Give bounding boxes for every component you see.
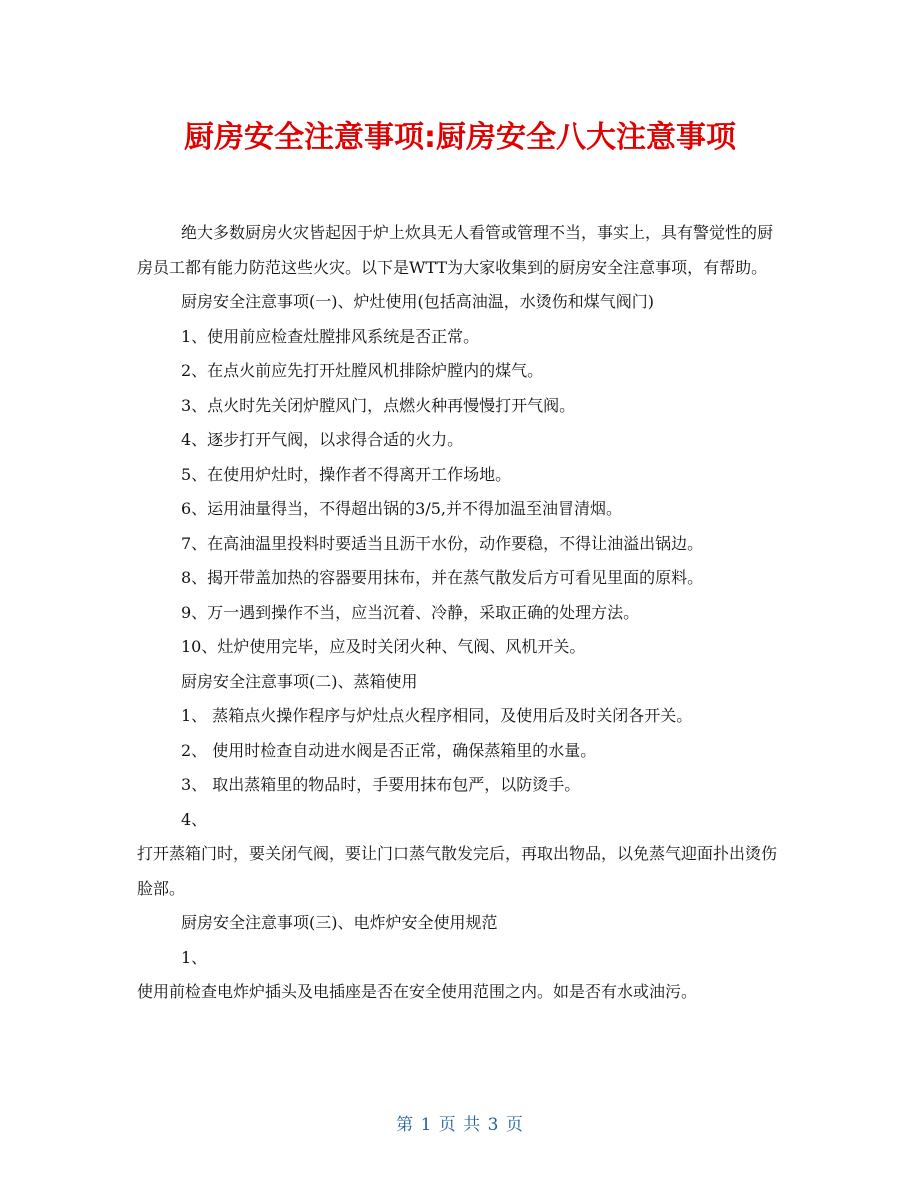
- list-item-text: 打开蒸箱门时，要关闭气阀，要让门口蒸气散发完后，再取出物品，以免蒸气迎面扑出烫伤脸部。: [137, 844, 778, 898]
- list-item-number: 1、: [181, 947, 208, 967]
- list-item: 1、 蒸箱点火操作程序与炉灶点火程序相同，及使用后及时关闭各开关。: [181, 706, 693, 725]
- list-item: 1、使用前应检查灶膛排风系统是否正常。: [181, 326, 480, 346]
- list-item-number: 4、: [181, 809, 208, 829]
- section-heading-2: 厨房安全注意事项(二)、蒸箱使用: [181, 671, 418, 691]
- list-item: 8、揭开带盖加热的容器要用抹布，并在蒸气散发后方可看见里面的原料。: [181, 568, 704, 587]
- list-item: 10、灶炉使用完毕，应及时关闭火种、气阀、风机开关。: [181, 637, 586, 656]
- list-item: 4、逐步打开气阀，以求得合适的火力。: [181, 430, 464, 449]
- document-title: 厨房安全注意事项:厨房安全八大注意事项: [184, 120, 736, 155]
- list-item: 2、 使用时检查自动进水阀是否正常，确保蒸箱里的水量。: [181, 740, 597, 760]
- section-heading-1: 厨房安全注意事项(一)、炉灶使用(包括高油温，水烫伤和煤气阀门): [181, 292, 654, 311]
- page-number-footer: 第 1 页 共 3 页: [396, 1115, 524, 1135]
- document-body: [137, 216, 787, 1010]
- list-item: 6、运用油量得当，不得超出锅的3/5,并不得加温至油冒清烟。: [181, 499, 623, 518]
- list-item: 9、万一遇到操作不当，应当沉着、冷静，采取正确的处理方法。: [181, 602, 640, 622]
- list-item: 2、在点火前应先打开灶膛风机排除炉膛内的煤气。: [181, 361, 544, 380]
- list-item: 3、 取出蒸箱里的物品时，手要用抹布包严，以防烫手。: [181, 775, 581, 794]
- list-item: 5、在使用炉灶时，操作者不得离开工作场地。: [181, 464, 512, 484]
- list-item-text: 使用前检查电炸炉插头及电插座是否在安全使用范围之内。如是否有水或油污。: [137, 982, 698, 1001]
- intro-paragraph: 绝大多数厨房火灾皆起因于炉上炊具无人看管或管理不当，事实上，具有警觉性的厨房员工都有能力防范这些火灾。以下是WTT为大家收集到的厨房安全注意事项，有帮助。: [137, 223, 774, 277]
- section-heading-3: 厨房安全注意事项(三)、电炸炉安全使用规范: [181, 913, 498, 932]
- list-item: 7、在高油温里投料时要适当且沥干水份，动作要稳，不得让油溢出锅边。: [181, 533, 704, 553]
- list-item: 3、点火时先关闭炉膛风门，点燃火种再慢慢打开气阀。: [181, 395, 576, 415]
